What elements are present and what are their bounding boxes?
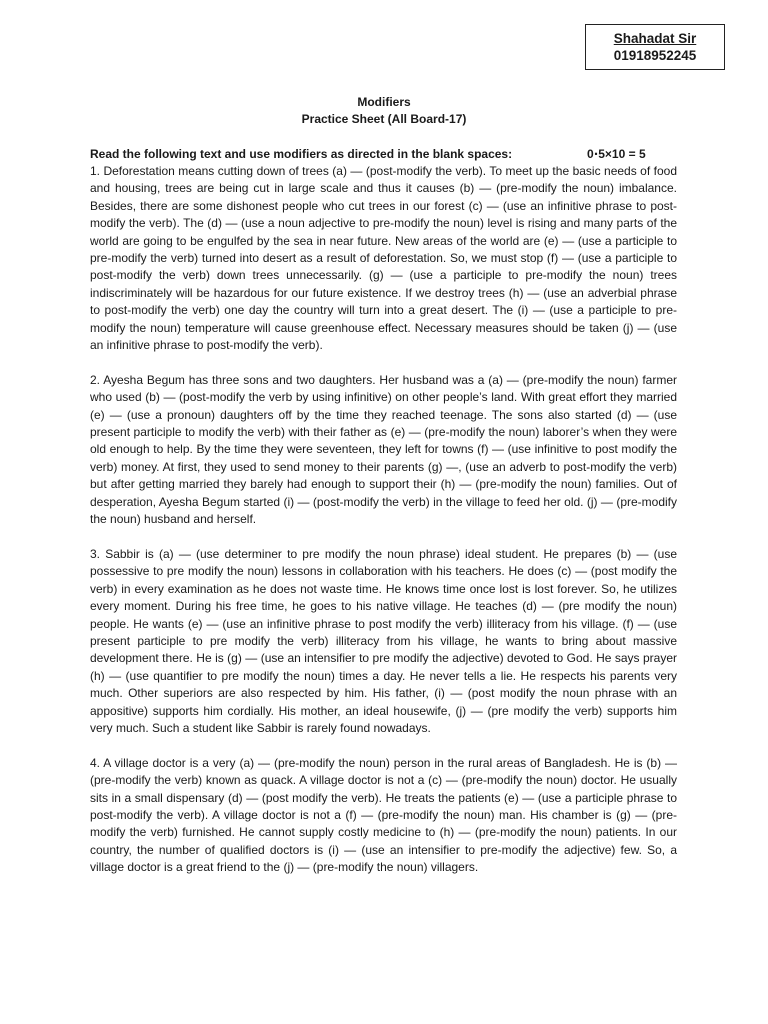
page-subtitle: Practice Sheet (All Board-17): [301, 112, 467, 126]
instruction-text: Read the following text and use modifiers as directed in the blank spaces:: [90, 147, 513, 161]
contact-box: [585, 24, 725, 70]
exercise-paragraph-1: 1. Deforestation means cutting down of trees (a) — (post-modify the verb). To meet up the basic needs of food and housing, trees are being cut in large scale and thus it causes (b) — (pre-modify the noun) imbalance. Besides, there are some dishonest people who cut trees in our forest (c) — (use an infinitive phrase to post-modify the verb). The (d) — (use a noun adjective to pre-modify the noun) level is rising and many parts of the world are going to be engulfed by the sea in near future. New areas of the world are (e) — (use a participle to pre-modify the verb) turned into desert as a result of deforestation. So, we must stop (f) — (use a participle to post-modify the verb) down trees unnecessarily. (g) — (use a participle to pre-modify the noun) trees indiscriminately will be hazardous for our future existence. If we destroy trees (h) — (use an adverbial phrase to post-modify the verb) one day the country will turn into a great desert. The (i) — (use a participle to pre-modify the noun) temperature will cause greenhouse effect. Necessary measures should be taken (j) — (use an infinitive phrase to post-modify the verb).: [90, 164, 677, 353]
exercise-paragraph-4: 4. A village doctor is a very (a) — (pre-modify the noun) person in the rural areas of Bangladesh. He is (b) — (pre-modify the verb) known as quack. A village doctor is not a (c) — (pre-modify the noun) doctor. He usually sits in a small dispensary (d) — (post modify the verb). He treats the patients (e) — (use a participle phrase to post-modify the verb). A village doctor is not a (f) — (pre-modify the noun) man. His chamber is (g) — (pre-modify the verb) furnished. He cannot supply costly medicine to (h) — (pre-modify the noun) patients. In our country, the number of qualified doctors is (i) — (use an intensifier to pre-modify the adjective) few. So, a village doctor is a great friend to the (j) — (pre-modify the noun) villagers.: [90, 755, 677, 875]
contact-phone: 01918952245: [613, 48, 697, 63]
contact-name: Shahadat Sir: [613, 31, 697, 46]
exercise-body: [90, 163, 677, 894]
title-block: [0, 94, 768, 128]
page-title: Modifiers: [357, 95, 411, 109]
exercise-paragraph-2: 2. Ayesha Begum has three sons and two daughters. Her husband was a (a) — (pre-modify the noun) farmer who used (b) — (post-modify the verb by using infinitive) on other people’s land. With great effort they married (e) — (use a pronoun) daughters off by the time they reached teenage. The sons also started (d) — (use present participle to modify the verb) with their father as (e) — (pre-modify the noun) laborer’s when they were old enough to help. By the time they were seventeen, they left for towns (f) — (use infinitive to post modify the verb) money. At first, they used to send money to their parents (g) —, (use an adverb to post-modify the verb) but after getting married they barely had enough to support their (h) — (pre-modify the noun) families. Out of desperation, Ayesha Begum started (i) — (post-modify the verb) in the village to feed her old. (j) — (pre-modify the noun) husband and herself.: [90, 372, 677, 527]
marks-distribution: 0⋅5×10 = 5: [587, 147, 646, 161]
instruction-line: [90, 146, 676, 163]
exercise-paragraph-3: 3. Sabbir is (a) — (use determiner to pre modify the noun phrase) ideal student. He prepares (b) — (use possessive to pre modify the noun) lessons in collaboration with his teachers. He does (c) — (post modify the verb) in every examination as he does not waste time. He knows time once lost is lost forever. So, he utilizes every moment. During his free time, he goes to his native village. He teaches (d) — (pre modify the noun) people. He wants (e) — (use an infinitive phrase to post modify the verb) illiteracy from his village. (f) — (use present participle to pre modify the verb) illiteracy from his village, he wants to bring about massive development there. He is (g) — (use an intensifier to pre modify the adjective) devoted to God. He says prayer (h) — (use quantifier to pre modify the noun) times a day. He never tells a lie. He respects his parents very much. Other superiors are also respected by him. His father, (i) — (post modify the noun phrase with an appositive) supports him cordially. His mother, an ideal housewife, (j) — (pre modify the verb) supports him very much. Such a student like Sabbir is rarely found nowadays.: [90, 546, 677, 735]
